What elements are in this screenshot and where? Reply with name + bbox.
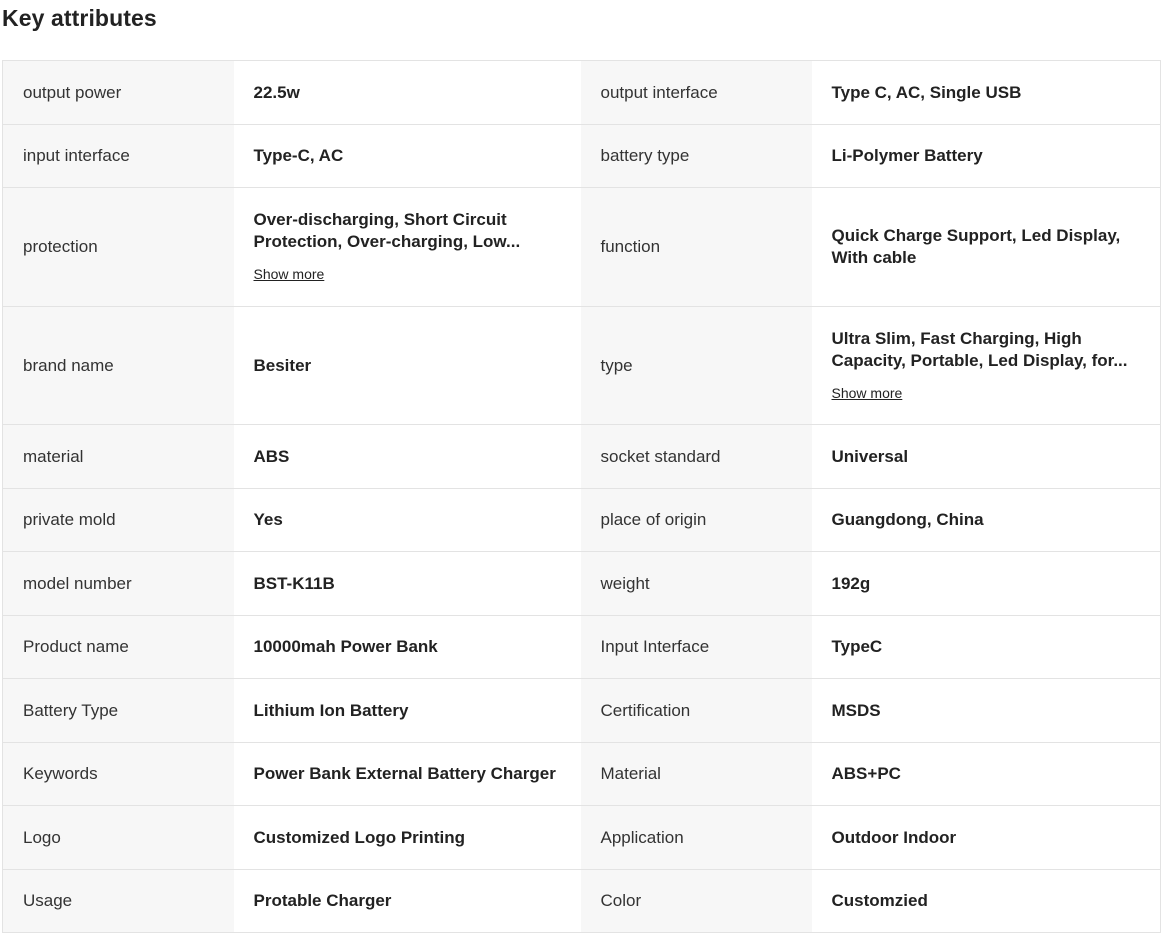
- attribute-value: Customzied: [812, 870, 1161, 933]
- attribute-label: weight: [581, 552, 812, 616]
- attribute-value-cell: [234, 188, 581, 307]
- attribute-row: [3, 616, 1161, 679]
- attribute-label: Product name: [3, 616, 234, 679]
- attribute-value: Type C, AC, Single USB: [812, 61, 1161, 125]
- attribute-label: brand name: [3, 307, 234, 425]
- attribute-value: Yes: [234, 489, 581, 552]
- attribute-row: [3, 552, 1161, 616]
- attribute-value: Over-discharging, Short Circuit Protection, Over-charging, Low...: [253, 210, 521, 251]
- show-more-link[interactable]: Show more: [831, 384, 903, 401]
- attribute-row: [3, 61, 1161, 125]
- attribute-value: MSDS: [812, 679, 1161, 743]
- attribute-row: [3, 806, 1161, 870]
- attribute-value: Customized Logo Printing: [234, 806, 581, 870]
- attribute-value: 192g: [812, 552, 1161, 616]
- attribute-label: output interface: [581, 61, 812, 125]
- attribute-label: protection: [3, 188, 234, 307]
- attribute-label: Battery Type: [3, 679, 234, 743]
- attribute-label: material: [3, 425, 234, 489]
- attribute-row: [3, 188, 1161, 307]
- key-attributes-table: [2, 60, 1161, 933]
- attribute-label: Input Interface: [581, 616, 812, 679]
- attribute-label: Application: [581, 806, 812, 870]
- attribute-label: output power: [3, 61, 234, 125]
- attribute-value: Type-C, AC: [234, 125, 581, 188]
- attribute-row: [3, 489, 1161, 552]
- attribute-row: [3, 679, 1161, 743]
- attribute-label: Usage: [3, 870, 234, 933]
- attribute-label: socket standard: [581, 425, 812, 489]
- attribute-label: type: [581, 307, 812, 425]
- attribute-label: Material: [581, 743, 812, 806]
- attribute-label: input interface: [3, 125, 234, 188]
- attribute-row: [3, 743, 1161, 806]
- attribute-value: Guangdong, China: [812, 489, 1161, 552]
- attribute-value: Lithium Ion Battery: [234, 679, 581, 743]
- attribute-label: private mold: [3, 489, 234, 552]
- attribute-value: Universal: [812, 425, 1161, 489]
- attribute-row: [3, 307, 1161, 425]
- attribute-label: Keywords: [3, 743, 234, 806]
- attribute-row: [3, 425, 1161, 489]
- attribute-label: model number: [3, 552, 234, 616]
- attribute-row: [3, 125, 1161, 188]
- attribute-value: Power Bank External Battery Charger: [234, 743, 581, 806]
- attribute-value: Li-Polymer Battery: [812, 125, 1161, 188]
- attribute-value: TypeC: [812, 616, 1161, 679]
- attribute-value: Besiter: [234, 307, 581, 425]
- attribute-value-cell: [812, 307, 1161, 425]
- attribute-value: Quick Charge Support, Led Display, With cable: [812, 188, 1161, 307]
- show-more-link[interactable]: Show more: [253, 266, 325, 282]
- attribute-label: Color: [581, 870, 812, 933]
- attribute-label: Certification: [581, 679, 812, 743]
- attribute-value: 10000mah Power Bank: [234, 616, 581, 679]
- attribute-value: BST-K11B: [234, 552, 581, 616]
- attribute-label: Logo: [3, 806, 234, 870]
- attribute-value: Protable Charger: [234, 870, 581, 933]
- attribute-value: Outdoor Indoor: [812, 806, 1161, 870]
- attribute-value: ABS+PC: [812, 743, 1161, 806]
- attribute-value: ABS: [234, 425, 581, 489]
- attribute-value: 22.5w: [234, 61, 581, 125]
- attribute-label: function: [581, 188, 812, 307]
- attribute-row: [3, 870, 1161, 933]
- attribute-label: battery type: [581, 125, 812, 188]
- attribute-label: place of origin: [581, 489, 812, 552]
- attribute-value: Ultra Slim, Fast Charging, High Capacity, Portable, Led Display, for...: [831, 328, 1128, 370]
- section-title: Key attributes: [2, 5, 157, 31]
